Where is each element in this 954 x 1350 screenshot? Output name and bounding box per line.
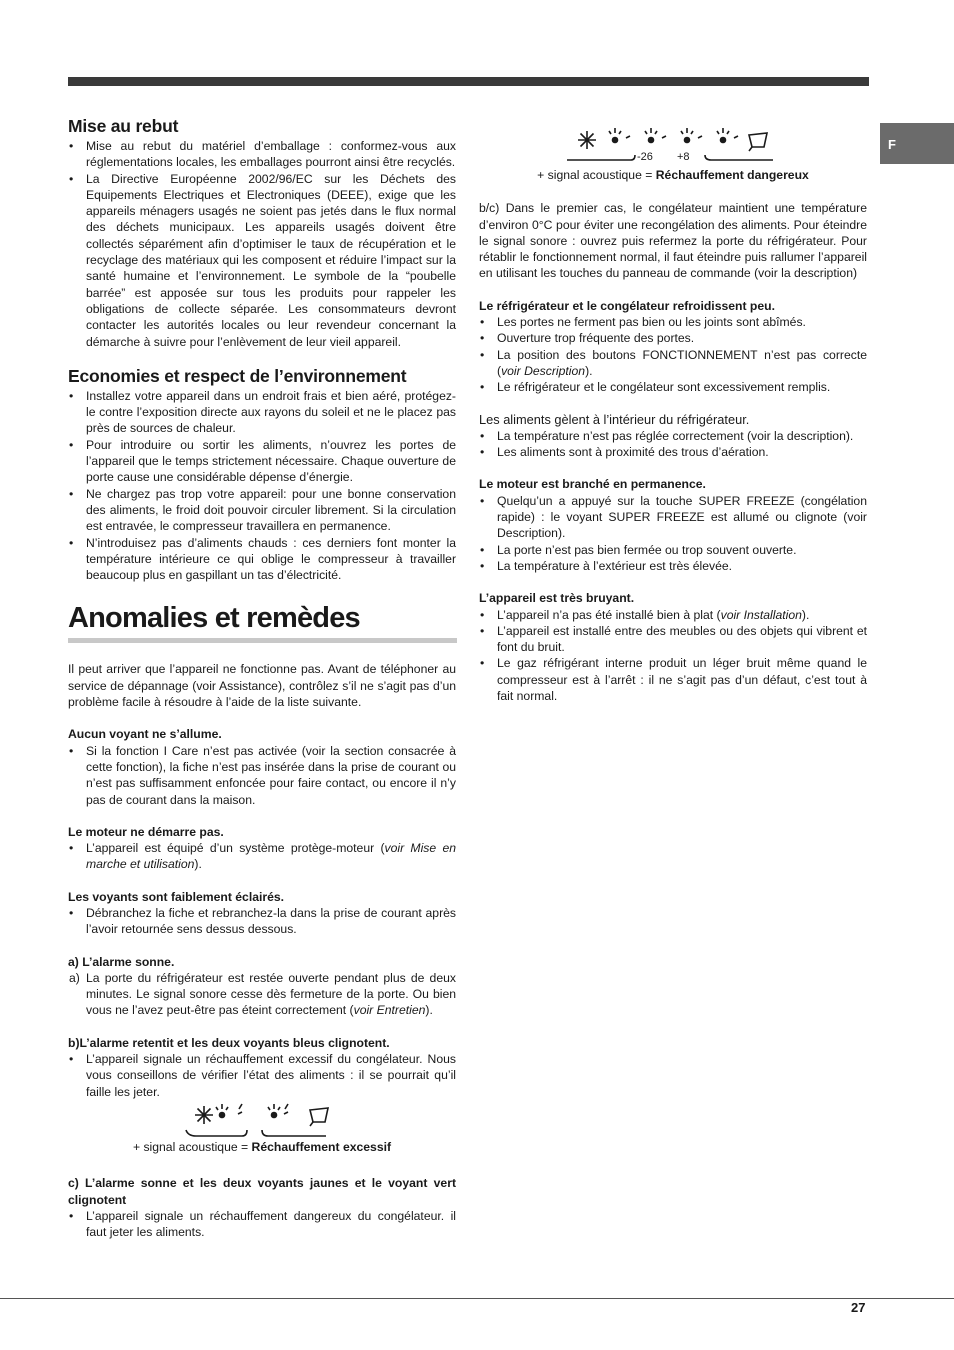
- italic-ref: voir Entretien: [353, 1003, 426, 1018]
- subheading: a) L’alarme sonne.: [68, 954, 175, 969]
- list-item: [479, 347, 867, 380]
- top-rule: [68, 77, 869, 86]
- list-item: • Les portes ne ferment pas bien ou les joints sont abîmés.: [479, 314, 867, 330]
- subheading: Aucun voyant ne s’allume.: [68, 727, 222, 742]
- list-item: • La Directive Européenne 2002/96/EC sur les Déchets des Equipements Electriques et Electroniques (DEEE), exige que les appareils ménagers usagés ne soient pas jetés dans le flux normal des déchets municipaux. Les appareils usagés doivent être collectés séparément afin d’optimiser le taux de récupération et le recyclage des matériaux qui les composent et réduire l’impact sur la santé humaine et l’environnement. Le symbole de la “poubelle barrée” est apposée sur tous les produits pour rappeler les obligations de collecte séparée. Les consommateurs devront contacter les autorités locales ou leur revendeur concernant la démarche à suivre pour l’enlèvement de leur vieil appareil.: [68, 171, 456, 350]
- text-span: ).: [585, 363, 593, 378]
- list-item: • Le gaz réfrigérant interne produit un léger bruit même quand le compresseur est à l’arrêt : il ne s’agit pas d’un défaut, c’est tout à fait normal.: [479, 655, 867, 704]
- blue-leds-icon: [182, 1100, 342, 1138]
- subheading: b)L’alarme retentit et les deux voyants bleus clignotent.: [68, 1035, 390, 1050]
- mise-list: [68, 138, 456, 350]
- subheading: Les aliments gèlent à l’intérieur du réfrigérateur.: [479, 411, 750, 427]
- list-item: • Débranchez la fiche et rebranchez-la dans la prise de courant après l’avoir retournée sens dessus dessous.: [68, 905, 456, 938]
- list-item: • Mise au rebut du matériel d’emballage : conformez-vous aux réglementations locales, les emballages pourront ainsi être recyclés.: [68, 138, 456, 171]
- list-item: • La température à l’extérieur est très élevée.: [479, 558, 867, 574]
- bc-text: b/c) Dans le premier cas, le congélateur maintient une température d’environ 0°C pour éviter une recongélation des aliments. Pour éteindre le signal sonore : ouvrez puis refermez la porte du réfrigérateur. Pour rétablir le fonctionnement normal, il faut éteindre puis rallumer l’appareil en utilisant les touches du panneau de commande (voir la description): [479, 201, 867, 281]
- list-item: [68, 970, 456, 1019]
- right-column: [479, 124, 867, 704]
- list-item: • Pour introduire ou sortir les aliments, n’ouvrez les portes de l’appareil que le temps strictement nécessaire. Chaque ouverture de porte cause une considérable dépense d’énergie.: [68, 437, 456, 486]
- alarme-b-list: [68, 1051, 456, 1100]
- mise-title: Mise au rebut: [68, 116, 179, 136]
- eco-list: [68, 388, 456, 584]
- text-span: ).: [801, 607, 810, 622]
- subheading: Le moteur est branché en permanence.: [479, 477, 706, 492]
- list-item: • L’appareil est installé entre des meubles ou des objets qui vibrent et font du bruit.: [479, 623, 867, 656]
- text-span: L’appareil n’a pas été installé bien à plat (: [497, 607, 721, 622]
- list-item: • Ne chargez pas trop votre appareil: pour une bonne conservation des aliments, le froid doit pouvoir circuler librement. Si la circulation est entravée, le compresseur travaillera en permanence.: [68, 486, 456, 535]
- subheading: Le réfrigérateur et le congélateur refroidissent peu.: [479, 298, 775, 313]
- refroid-list: [479, 314, 867, 395]
- list-item: • La température n’est pas réglée correctement (voir la description).: [479, 428, 867, 444]
- language-tab: [880, 123, 954, 164]
- intro-text: Il peut arriver que l’appareil ne fonctionne pas. Avant de téléphoner au service de dépannage (voir Assistance), contrôlez s’il ne s’agit pas d’un problème facile à résoudre à l’aide de la liste suivante.: [68, 662, 456, 710]
- signal-result: Réchauffement dangereux: [655, 168, 809, 182]
- list-item: • Si la fonction I Care n’est pas activée (voir la section consacrée à cette fonction), la fiche n’est pas insérée dans la prise de courant ou n’est pas suffisamment enfoncée pour faire contact, ou encore il n’y pas de courant dans la maison.: [68, 743, 456, 808]
- bottom-rule: [0, 1298, 954, 1299]
- perm-list: [479, 493, 867, 574]
- text-span: La position des boutons FONCTIONNEMENT n’est pas correcte (: [497, 347, 867, 378]
- text-span: ).: [425, 1003, 433, 1018]
- section-title: Anomalies et remèdes: [68, 602, 360, 635]
- list-item: • Le réfrigérateur et le congélateur sont excessivement remplis.: [479, 379, 867, 395]
- subheading: Le moteur ne démarre pas.: [68, 824, 224, 839]
- italic-ref: voir Description: [501, 363, 586, 378]
- text-span: L’appareil est équipé d’un système protège-moteur (: [86, 841, 385, 856]
- bruyant-list: [479, 607, 867, 705]
- text-span: ).: [194, 857, 202, 872]
- list-item: • La porte n’est pas bien fermée ou trop souvent ouverte.: [479, 542, 867, 558]
- list-item: • L’appareil signale un réchauffement dangereux du congélateur. il faut jeter les aliments.: [68, 1208, 456, 1241]
- list-item: • Quelqu’un a appuyé sur la touche SUPER FREEZE (congélation rapide) : le voyant SUPER FREEZE est allumé ou clignote (voir Description).: [479, 493, 867, 542]
- signal-caption: [68, 1139, 456, 1155]
- signal-result: Réchauffement excessif: [251, 1139, 392, 1154]
- title-underline: [68, 638, 457, 643]
- list-item: [479, 607, 867, 623]
- list-item: • Ouverture trop fréquente des portes.: [479, 330, 867, 346]
- leds-panel-icon: [563, 124, 783, 166]
- language-label: F: [888, 137, 896, 152]
- alarme-c-list: [68, 1208, 456, 1241]
- list-item: • Les aliments sont à proximité des trous d’aération.: [479, 444, 867, 460]
- subheading: c) L’alarme sonne et les deux voyants jaunes et le voyant vert clignotent: [68, 1176, 456, 1207]
- text-span: + signal acoustique =: [132, 1139, 252, 1154]
- subheading: L’appareil est très bruyant.: [479, 591, 635, 606]
- eco-title: Economies et respect de l’environnement: [68, 365, 407, 386]
- gelent-list: [479, 428, 867, 461]
- aucun-list: [68, 743, 456, 808]
- alarme-a-list: [68, 970, 456, 1019]
- list-item: • N’introduisez pas d’aliments chauds : ces derniers font monter la température intérieure ce qui oblige le compresseur à travailler beaucoup plus en gaspillant un tas d’électricité.: [68, 535, 456, 584]
- temp-low-label: -26: [637, 151, 653, 163]
- page-number: 27: [851, 1300, 866, 1315]
- list-item: • Installez votre appareil dans un endroit frais et bien aéré, protégez-le contre l’exposition directe aux rayons du soleil et ne le placez pas près de sources de chaleur.: [68, 388, 456, 437]
- left-column: [68, 116, 456, 1240]
- text-span: La porte du réfrigérateur est restée ouverte pendant plus de deux minutes. Le signal sonore cesse dès fermeture de la porte. Ou bien vous ne l’avez peut-être pas éteint correctement (: [86, 970, 456, 1018]
- subheading: Les voyants sont faiblement éclairés.: [68, 889, 285, 904]
- voyants-list: [68, 905, 456, 938]
- list-item: • L’appareil signale un réchauffement excessif du congélateur. Nous vous conseillons de vérifier l’état des aliments : il se pourrait qu’il faille les jeter.: [68, 1051, 456, 1100]
- italic-ref: voir Installation: [720, 607, 802, 622]
- moteur-list: [68, 840, 456, 873]
- text-span: + signal acoustique =: [537, 168, 656, 182]
- temp-high-label: +8: [677, 151, 690, 163]
- italic-ref: voir Mise en marche et utilisation: [86, 841, 456, 872]
- list-item: [68, 840, 456, 873]
- signal-caption: [479, 167, 867, 183]
